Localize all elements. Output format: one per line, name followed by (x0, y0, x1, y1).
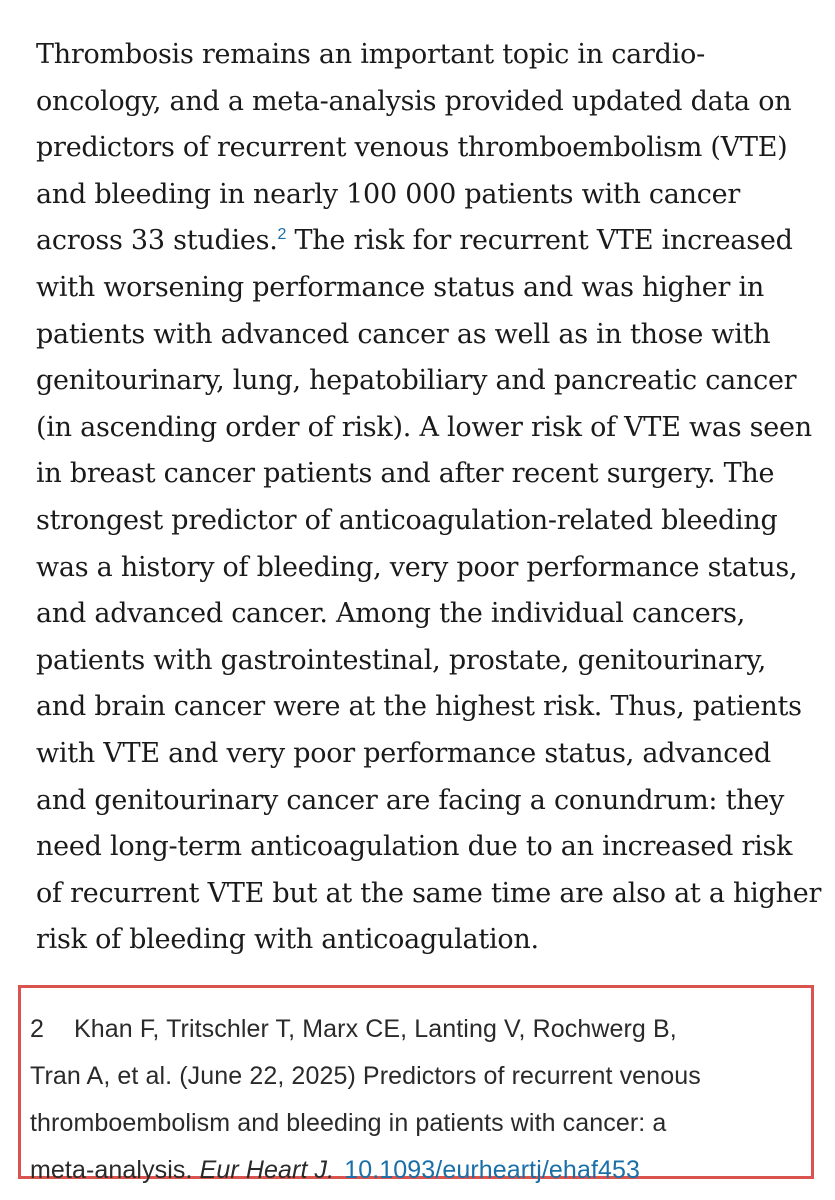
paragraph-line: and genitourinary cancer are facing a conundrum: they (36, 784, 785, 816)
paragraph-line: and brain cancer were at the highest risk. Thus, patients (36, 691, 802, 723)
reference-highlight-box (18, 985, 814, 1184)
paragraph-line: predictors of recurrent venous thromboembolism (VTE) (36, 132, 788, 164)
doi-link[interactable]: 10.1093/eurheartj/ehaf453 (344, 1156, 641, 1184)
paragraph-line (36, 218, 826, 265)
reference-line: thromboembolism and bleeding in patients with cancer: a (30, 1109, 667, 1137)
paragraph-line: with VTE and very poor performance status, advanced (36, 737, 771, 769)
article-paragraph (36, 32, 826, 964)
reference-number: 2 (30, 1015, 45, 1043)
paragraph-line: need long-term anticoagulation due to an increased risk (36, 831, 793, 863)
journal-name: Eur Heart J. (199, 1156, 335, 1184)
reference-text: meta-analysis. (30, 1156, 200, 1184)
paragraph-line: Thrombosis remains an important topic in cardio- (36, 39, 705, 70)
paragraph-line: was a history of bleeding, very poor performance status, (36, 551, 798, 583)
reference-line (30, 1147, 811, 1194)
paragraph-line: patients with gastrointestinal, prostate, genitourinary, (36, 644, 767, 676)
paragraph-line: with worsening performance status and was higher in (36, 271, 764, 303)
paragraph-line: strongest predictor of anticoagulation-related bleeding (36, 504, 778, 536)
reference-line (30, 1006, 811, 1053)
paragraph-line: and bleeding in nearly 100 000 patients with cancer (36, 178, 741, 210)
paragraph-line: of recurrent VTE but at the same time are also at a higher (36, 877, 822, 909)
footnote-ref-link[interactable]: 2 (277, 226, 287, 244)
paragraph-text: across 33 studies. (36, 225, 278, 257)
paragraph-text: The risk for recurrent VTE increased (286, 225, 793, 257)
paragraph-line: oncology, and a meta-analysis provided updated data on (36, 85, 792, 117)
reference-line: Tran A, et al. (June 22, 2025) Predictors of recurrent venous (30, 1062, 701, 1090)
paragraph-line: patients with advanced cancer as well as in those with (36, 318, 771, 350)
paragraph-line: and advanced cancer. Among the individual cancers, (36, 598, 746, 630)
paragraph-line: risk of bleeding with anticoagulation. (36, 924, 539, 956)
reference-authors: Khan F, Tritschler T, Marx CE, Lanting V, Rochwerg B, (74, 1015, 677, 1043)
paragraph-line: genitourinary, lung, hepatobiliary and pancreatic cancer (36, 365, 797, 397)
paragraph-line: (in ascending order of risk). A lower risk of VTE was seen (36, 411, 812, 443)
paragraph-line: in breast cancer patients and after recent surgery. The (36, 458, 775, 490)
